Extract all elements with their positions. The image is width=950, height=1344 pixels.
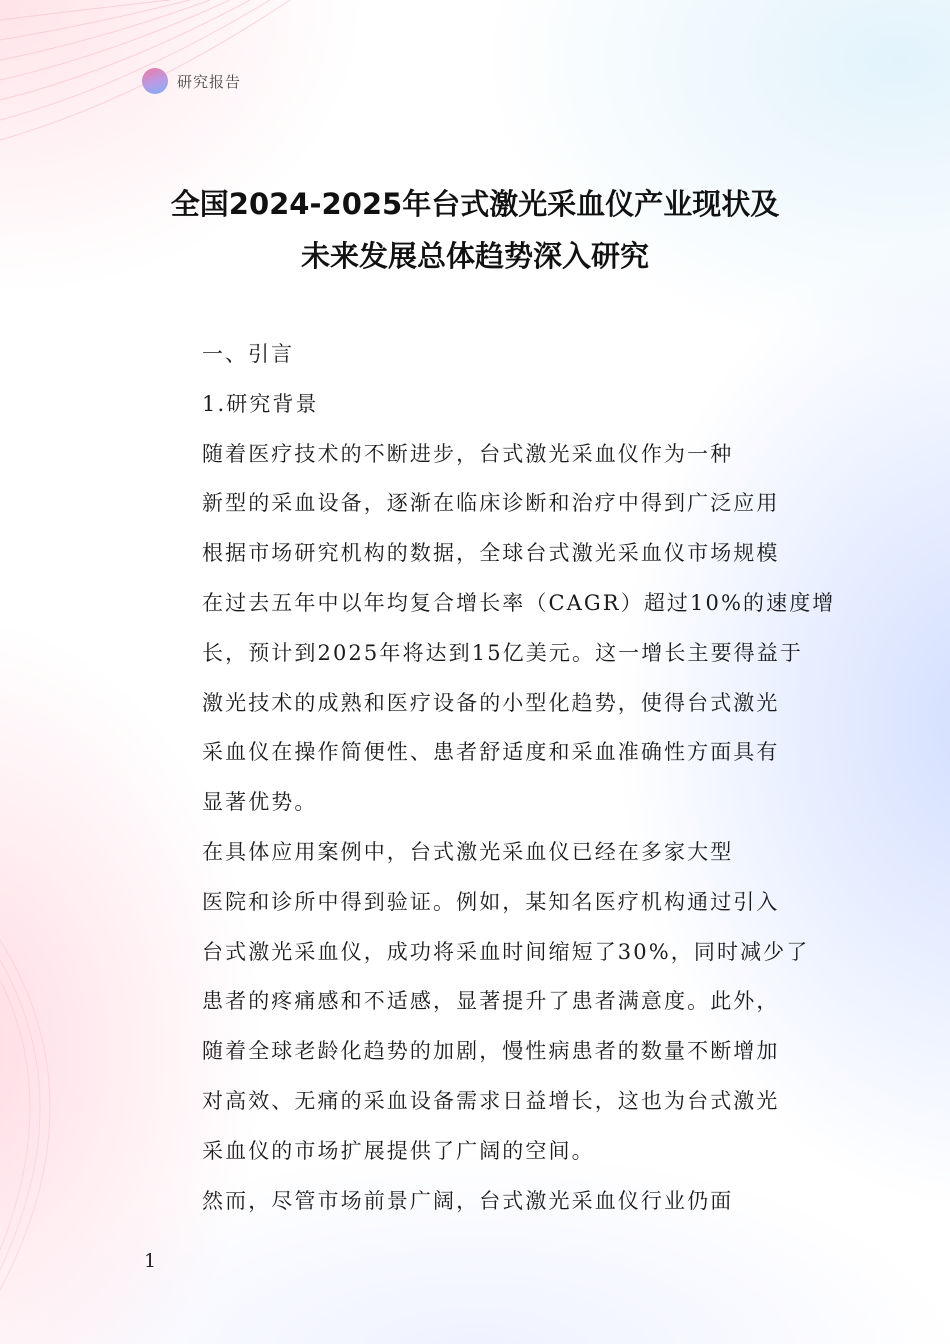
paragraph (146, 1177, 806, 1227)
paragraph-line: 采血仪在操作简便性、患者舒适度和采血准确性方面具有 (202, 740, 780, 765)
page-number: 1 (144, 1250, 157, 1272)
paragraph-line: 医院和诊所中得到验证。例如，某知名医疗机构通过引入 (202, 889, 780, 914)
paragraph-line: 在具体应用案例中，台式激光采血仪已经在多家大型 (202, 839, 734, 864)
paragraph-line: 激光技术的成熟和医疗设备的小型化趋势，使得台式激光 (202, 690, 780, 715)
paragraph (146, 430, 836, 828)
paragraph-line: 在过去五年中以年均复合增长率（CAGR）超过10%的速度增 (202, 590, 836, 615)
report-header (142, 68, 241, 94)
paragraph (146, 828, 810, 1177)
title-line: 全国2024-2025年台式激光采血仪产业现状及 (170, 187, 780, 221)
paragraph-line: 随着全球老龄化趋势的加剧，慢性病患者的数量不断增加 (202, 1039, 780, 1064)
paragraph-line: 新型的采血设备，逐渐在临床诊断和治疗中得到广泛应用 (202, 491, 780, 516)
paragraph-line: 长，预计到2025年将达到15亿美元。这一增长主要得益于 (202, 640, 803, 665)
logo-circle-icon (142, 68, 168, 94)
paragraph-line: 患者的疼痛感和不适感，显著提升了患者满意度。此外， (202, 989, 780, 1014)
paragraph-line: 然而，尽管市场前景广阔，台式激光采血仪行业仍面 (202, 1188, 734, 1213)
paragraph-line: 台式激光采血仪，成功将采血时间缩短了30%，同时减少了 (202, 939, 810, 964)
report-type-label: 研究报告 (177, 72, 242, 91)
subsection-heading: 1.研究背景 (202, 391, 319, 416)
title-line: 未来发展总体趋势深入研究 (300, 239, 649, 273)
paragraph-line: 显著优势。 (202, 790, 318, 815)
document-body (146, 330, 836, 1226)
paragraph-line: 对高效、无痛的采血设备需求日益增长，这也为台式激光 (202, 1088, 780, 1113)
paragraph-line: 根据市场研究机构的数据，全球台式激光采血仪市场规模 (202, 541, 780, 566)
section-heading: 一、引言 (202, 342, 294, 366)
document-title (120, 178, 830, 282)
paragraph-line: 采血仪的市场扩展提供了广阔的空间。 (202, 1138, 595, 1163)
paragraph-line: 随着医疗技术的不断进步，台式激光采血仪作为一种 (202, 441, 734, 466)
